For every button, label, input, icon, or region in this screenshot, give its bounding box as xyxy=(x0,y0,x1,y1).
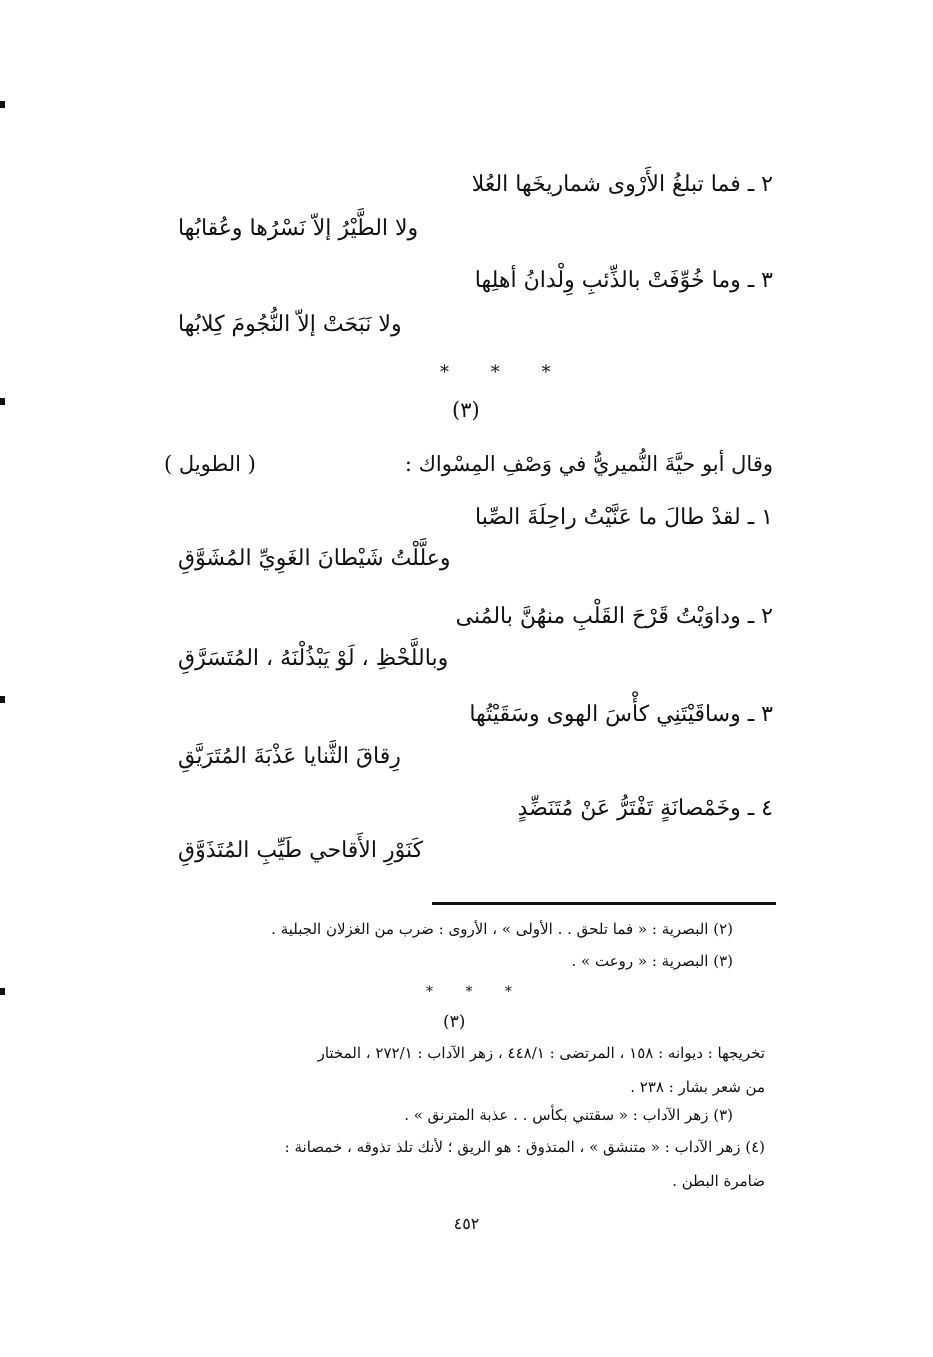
poem-verse-2-first-hemistich: ٢ ـ وداوَيْتُ قَرْحَ القَلْبِ منهُنَّ بالمُنى xyxy=(455,604,773,629)
footnote-note-3: (٣) زهر الآداب : « سقتني بكأس . . عذبة المترنق » . xyxy=(404,1106,733,1124)
footnote-separator xyxy=(432,902,776,905)
takhrij-line-2: من شعر بشار : ٢٣٨ . xyxy=(630,1078,765,1096)
poem-verse-2-second-hemistich: وباللَّحْظِ ، لَوْ يَبْذُلْنَهُ ، المُتَسَرَّقِ xyxy=(178,646,449,671)
scan-edge-mark xyxy=(0,398,5,405)
verse-3-second-hemistich: ولا نَبَحَتْ إلاّ النُّجُومَ كِلابُها xyxy=(178,312,402,337)
verse-2-second-hemistich: ولا الطَّيْرُ إلاّ نَسْرُها وعُقابُها xyxy=(178,216,419,241)
section-divider-stars: * * * xyxy=(440,362,569,383)
poem-verse-4-second-hemistich: كَنَوْرِ الأَقاحي طَيِّبِ المُتَذَوَّقِ xyxy=(178,838,424,863)
verse-2-first-hemistich: ٢ ـ فما تبلغُ الأَرْوى شماريخَها العُلا xyxy=(471,172,773,197)
poem-verse-3-first-hemistich: ٣ ـ وساقَيْتَنِي كأْسَ الهوى وسَقَيْتُها xyxy=(469,702,773,727)
footnote-3: (٣) البصرية : « روعت » . xyxy=(571,952,733,970)
meter-name: ( الطويل ) xyxy=(164,452,256,476)
poem-verse-3-second-hemistich: رِقاقَ الثَّنايا عَذْبَةَ المُتَرَيَّقِ xyxy=(178,744,401,769)
poem-verse-1-second-hemistich: وعلَّلْتُ شَيْطانَ الغَوِيِّ المُشَوَّقِ xyxy=(178,546,451,571)
footnote-divider-stars: * * * xyxy=(426,984,526,1000)
footnote-section-number: (٣) xyxy=(443,1012,466,1032)
page-number: ٤٥٢ xyxy=(453,1214,480,1233)
verse-3-first-hemistich: ٣ ـ وما خُوِّفَتْ بالذِّئبِ وِلْدانُ أهلِها xyxy=(474,268,773,293)
takhrij-line-1: تخريجها : ديوانه : ١٥٨ ، المرتضى : ٤٤٨/١ ، زهر الآداب : ٢٧٢/١ ، المختار xyxy=(317,1044,765,1062)
section-intro: وقال أبو حيَّةَ النُّميريُّ في وَصْفِ المِسْواك : xyxy=(404,452,773,476)
footnote-note-4-line-2: ضامرة البطن . xyxy=(672,1172,765,1190)
scan-edge-mark xyxy=(0,696,5,703)
poem-verse-4-first-hemistich: ٤ ـ وخَمْصانَةٍ تَفْتَرُّ عَنْ مُتَنَضِّدٍ xyxy=(517,796,773,821)
scan-edge-mark xyxy=(0,988,5,995)
footnote-2: (٢) البصرية : « فما تلحق . . الأولى » ، الأروى : ضرب من الغزلان الجبلية . xyxy=(271,920,733,938)
footnote-note-4-line-1: (٤) زهر الآداب : « متنشق » ، المتذوق : هو الريق ؛ لأنك تلذ تذوقه ، خمصانة : xyxy=(284,1138,765,1156)
scan-edge-mark xyxy=(0,101,5,108)
poem-verse-1-first-hemistich: ١ ـ لقدْ طالَ ما عَنَّيْتُ راحِلَةَ الصِّبا xyxy=(475,505,773,530)
section-number: (٣) xyxy=(452,398,480,422)
